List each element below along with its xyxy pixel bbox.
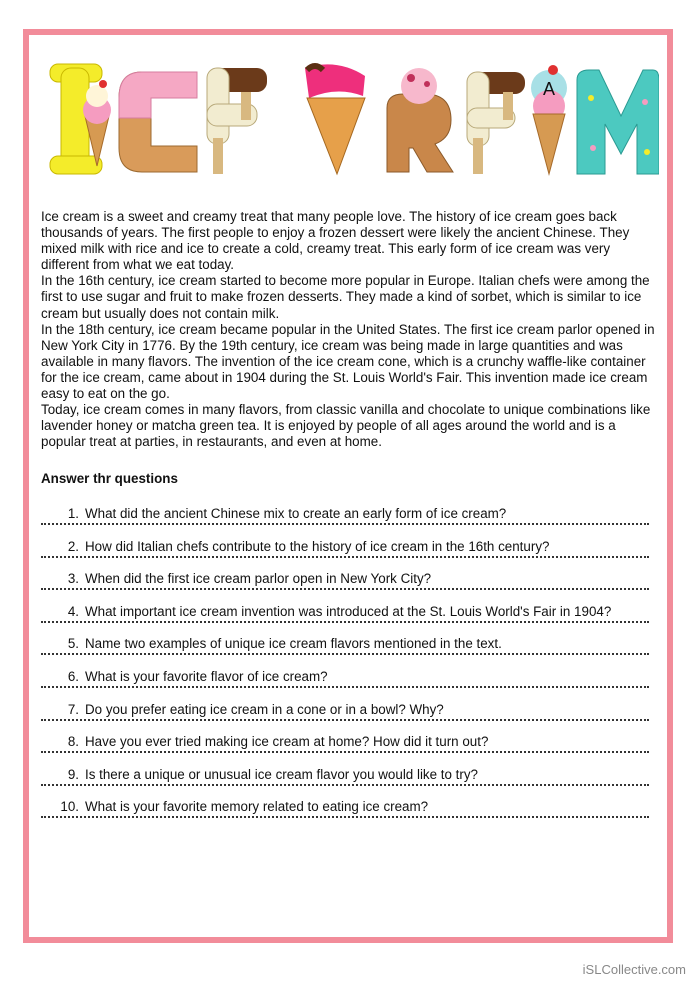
question-item bbox=[41, 729, 651, 762]
question-number: 10. bbox=[60, 799, 79, 815]
answer-line[interactable] bbox=[41, 751, 649, 753]
question-text: How did Italian chefs contribute to the history of ice cream in the 16th century? bbox=[85, 538, 550, 554]
letter-e-popsicle-2 bbox=[467, 72, 525, 174]
question-text: What did the ancient Chinese mix to create an early form of ice cream? bbox=[85, 506, 507, 521]
ice-cream-title-banner bbox=[47, 58, 659, 182]
reading-passage bbox=[41, 209, 661, 450]
question-text: What is your favorite memory related to eating ice cream? bbox=[85, 799, 429, 815]
question-text: Have you ever tried making ice cream at home? How did it turn out? bbox=[85, 734, 489, 750]
question-text: What important ice cream invention was introduced at the St. Louis World's Fair in 1904? bbox=[85, 603, 612, 619]
answer-line[interactable] bbox=[41, 719, 649, 721]
question-item bbox=[41, 697, 651, 730]
question-text: When did the first ice cream parlor open in New York City? bbox=[85, 571, 432, 587]
answer-line[interactable] bbox=[41, 784, 649, 786]
question-number: 8. bbox=[67, 734, 79, 750]
answer-line[interactable] bbox=[41, 653, 649, 655]
letter-a-cone bbox=[531, 65, 567, 174]
question-number: 2. bbox=[67, 538, 79, 554]
paragraph: Today, ice cream comes in many flavors, from classic vanilla and chocolate to unique combinations like lavender honey or matcha green tea. It is enjoyed by people of all ages around the world and is a popular treat at parties, in restaurants, and even at home. bbox=[41, 402, 651, 450]
question-item bbox=[41, 664, 651, 697]
question-item bbox=[41, 762, 651, 795]
site-watermark: iSLCollective.com bbox=[582, 962, 686, 977]
question-item bbox=[41, 631, 651, 664]
question-item bbox=[41, 534, 651, 567]
letter-e-popsicle bbox=[207, 68, 267, 174]
question-text: Is there a unique or unusual ice cream flavor you would like to try? bbox=[85, 766, 478, 782]
question-item bbox=[41, 566, 651, 599]
answer-line[interactable] bbox=[41, 588, 649, 590]
letter-c-cone bbox=[305, 64, 365, 174]
question-number: 9. bbox=[67, 766, 79, 782]
banner-a-label: A bbox=[542, 79, 556, 99]
question-text: Name two examples of unique ice cream flavors mentioned in the text. bbox=[85, 636, 502, 652]
question-number: 1. bbox=[67, 506, 79, 521]
questions-heading: Answer thr questions bbox=[41, 471, 178, 486]
question-item bbox=[41, 794, 651, 827]
paragraph: Ice cream is a sweet and creamy treat that many people love. The history of ice cream goes back thousands of years. The first people to enjoy a frozen dessert were likely the ancient Chinese. They mixed milk with rice and ice to create a cold, creamy treat. This early form of ice cream was very different from what we eat today. bbox=[41, 209, 630, 273]
question-item bbox=[41, 501, 651, 534]
questions-list bbox=[41, 501, 651, 827]
answer-line[interactable] bbox=[41, 556, 649, 558]
question-number: 4. bbox=[67, 603, 79, 619]
question-number: 6. bbox=[67, 668, 79, 684]
answer-line[interactable] bbox=[41, 686, 649, 688]
letter-m-teal bbox=[577, 70, 659, 174]
question-number: 3. bbox=[67, 571, 79, 587]
answer-line[interactable] bbox=[41, 523, 649, 525]
letter-c-pink bbox=[119, 72, 197, 172]
paragraph: In the 18th century, ice cream became popular in the United States. The first ice cream parlor opened in New York City in 1776. By the 19th century, ice cream was being made in large quantities and was available in many flavors. The invention of the ice cream cone, which is a crunchy waffle-like container for the ice cream, came about in 1904 during the St. Louis World's Fair. This invention made ice cream easy to eat on the go. bbox=[41, 321, 655, 402]
question-number: 7. bbox=[67, 701, 79, 717]
question-text: What is your favorite flavor of ice cream? bbox=[85, 668, 328, 684]
question-text: Do you prefer eating ice cream in a cone or in a bowl? Why? bbox=[85, 701, 444, 717]
question-number: 5. bbox=[67, 636, 79, 652]
answer-line[interactable] bbox=[41, 621, 649, 623]
question-item bbox=[41, 599, 651, 632]
answer-line[interactable] bbox=[41, 816, 649, 818]
letter-r-waffle bbox=[387, 68, 453, 172]
paragraph: In the 16th century, ice cream started to become more popular in Europe. Italian chefs were among the first to use sugar and fruit to make frozen desserts. They made a kind of sorbet, which is similar to ice cream but usually does not contain milk. bbox=[41, 273, 650, 321]
